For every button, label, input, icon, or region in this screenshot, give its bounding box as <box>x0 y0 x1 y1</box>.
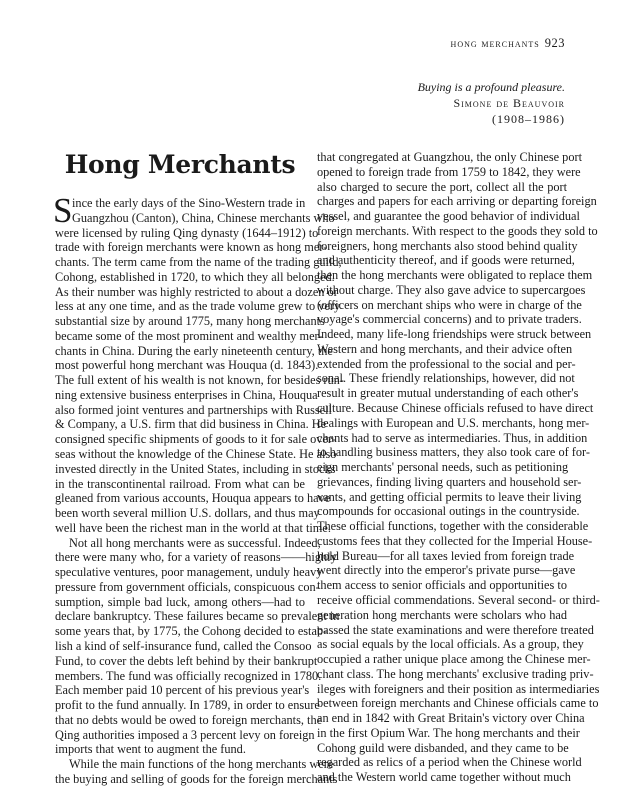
text-line: sumption, simple bad luck, among others—had to <box>55 594 305 609</box>
text-line: sonal. These friendly relationships, however, did not <box>317 371 575 386</box>
text-line: went directly into the emperor's private purse—gave <box>317 563 576 578</box>
text-line: vants, and getting official permits to leave their living <box>317 489 582 504</box>
text-line: occupied a rather unique place among the Chinese mer- <box>317 652 591 667</box>
text-line: These official functions, together with the considerable <box>317 519 589 534</box>
text-line: consigned specific shipments of goods to it for sale over- <box>55 432 336 447</box>
text-line: Fund, to cover the debts left behind by their bankrupt <box>55 653 318 668</box>
text-line: seas without the knowledge of the Chinese State. He also <box>55 447 337 462</box>
text-line: that no debts would be owed to foreign merchants, the <box>55 712 323 727</box>
text-line: also charged to secure the port, collect all the port <box>317 179 567 194</box>
text-line: eign merchants' personal needs, such as petitioning <box>317 460 569 475</box>
text-line: Cohong guild were disbanded, and they came to be <box>317 740 569 755</box>
text-line: foreign merchants. With respect to the goods they sold to <box>317 223 598 238</box>
text-line: between foreign merchants and Chinese officials came to <box>317 696 599 711</box>
text-line: and authenticity thereof, and if goods were returned, <box>317 253 575 268</box>
text-line: Guangzhou (Canton), China, Chinese merchants who <box>72 210 335 225</box>
text-line: an end in 1842 with Great Britain's victory over China <box>317 711 585 726</box>
text-line: also formed joint ventures and partnerships with Russell <box>55 402 332 417</box>
text-line: charges and papers for each arriving or departing foreign <box>317 194 597 209</box>
text-line: them access to senior officials and opportunities to <box>317 578 567 593</box>
text-line: trade with foreign merchants were known as hong mer- <box>55 240 328 255</box>
epigraph <box>418 79 565 127</box>
text-line: As their number was highly restricted to about a dozen or <box>55 284 338 299</box>
text-line: ning extensive business enterprises in China, Houqua <box>55 387 318 402</box>
text-line: Cohong, established in 1720, to which they all belonged. <box>55 269 335 284</box>
text-line: extended from the professional to the social and per- <box>317 356 576 371</box>
text-line: then the hong merchants were obligated to replace them <box>317 268 593 283</box>
text-line: generation hong merchants were scholars who had <box>317 607 567 622</box>
text-line: foreigners, hong merchants also stood behind quality <box>317 238 578 253</box>
text-line: chants in China. During the early nineteenth century, the <box>55 343 333 358</box>
text-line: been worth several million U.S. dollars, and thus may <box>55 506 320 521</box>
running-head-title: hong merchants <box>450 38 540 50</box>
text-line: became some of the most prominent and wealthy mer- <box>55 328 323 343</box>
text-line: result in greater mutual understanding of each other's <box>317 386 579 401</box>
article-title: Hong Merchants <box>64 150 296 179</box>
epigraph-dates: (1908–1986) <box>492 112 565 126</box>
text-line: the buying and selling of goods for the foreign merchants <box>55 771 338 786</box>
text-line: as social equals by the local officials. As a group, they <box>317 637 584 652</box>
text-line: opened to foreign trade from 1759 to 1842, they were <box>317 164 581 179</box>
text-line: passed the state examinations and were therefore treated <box>317 622 594 637</box>
text-line: that congregated at Guangzhou, the only Chinese port <box>317 150 582 164</box>
running-head <box>451 36 565 51</box>
text-line: compounds for occasional outings in the countryside. <box>317 504 580 519</box>
text-line: ileges with foreigners and their position as intermediaries <box>317 681 600 696</box>
text-line: receive official commendations. Several second- or third- <box>317 592 600 607</box>
epigraph-author: Simone de Beauvoir <box>453 96 565 110</box>
epigraph-quote: Buying is a profound pleasure. <box>417 80 565 94</box>
text-line: Each member paid 10 percent of his previous year's <box>55 683 310 698</box>
text-line: in the transcontinental railroad. From what can be <box>55 476 305 491</box>
text-line: ince the early days of the Sino-Western trade in <box>72 196 306 210</box>
text-line: and the Western world came together without much <box>317 770 571 785</box>
text-line: & Company, a U.S. firm that did business in China. He <box>55 417 327 432</box>
text-line: members. The fund was officially recognized in 1780. <box>55 668 322 683</box>
text-line: vessel, and guarantee the good behavior of individual <box>317 209 580 224</box>
text-line: declare bankruptcy. These failures became so prevalent in <box>55 609 340 624</box>
text-line: most powerful hong merchant was Houqua (d. 1843). <box>55 358 319 373</box>
text-line: chants had to serve as intermediaries. Thus, in addition <box>317 430 588 445</box>
text-line: customs fees that they collected for the Imperial House- <box>317 533 593 548</box>
text-line: to handling business matters, they also took care of for- <box>317 445 590 460</box>
text-line: (officers on merchant ships who were in charge of the <box>317 297 582 312</box>
text-line: chants. The term came from the name of the trading guild, <box>55 255 342 270</box>
text-line: profit to the fund annually. In 1789, in order to ensure <box>55 698 320 713</box>
text-line: Qing authorities imposed a 3 percent levy on foreign <box>55 727 315 742</box>
text-line: Not all hong merchants were as successful. Indeed, <box>69 535 321 550</box>
text-line: gleaned from various accounts, Houqua appears to have <box>55 491 331 506</box>
text-line: dealings with European and U.S. merchants, hong mer- <box>317 415 590 430</box>
text-line: regarded as relics of a period when the Chinese world <box>317 755 582 770</box>
text-line: invested directly in the United States, including in stocks <box>55 461 336 476</box>
text-line: some years that, by 1775, the Cohong decided to estab- <box>55 624 328 639</box>
text-line: While the main functions of the hong merchants were <box>69 757 334 772</box>
right-column <box>317 150 600 785</box>
text-line: were licensed by ruling Qing dynasty (1644–1912) to <box>55 225 319 240</box>
text-line: hold Bureau—for all taxes levied from foreign trade <box>317 548 575 563</box>
text-line: Western and hong merchants, and their advice often <box>317 341 573 356</box>
left-column <box>53 191 344 787</box>
text-line: there were many who, for a variety of reasons——highly <box>55 550 337 565</box>
text-line: without charge. They also gave advice to supercargoes <box>317 282 586 297</box>
text-line: grievances, finding living quarters and household ser- <box>317 474 582 489</box>
text-line: less at any one time, and as the trade volume grew to very <box>55 299 341 314</box>
text-line: voyage's commercial concerns) and to private traders. <box>317 312 582 327</box>
text-line: Indeed, many life-long friendships were struck between <box>317 327 592 342</box>
text-line: speculative ventures, poor management, unduly heavy <box>55 565 323 580</box>
page-number: 923 <box>544 36 565 50</box>
text-line: well have been the richest man in the world at that time. <box>55 520 331 535</box>
text-line: chant class. The hong merchants' exclusive trading priv- <box>317 666 594 681</box>
text-line: lish a kind of self-insurance fund, called the Consoo <box>55 638 312 653</box>
text-line: culture. Because Chinese officials refused to have direct <box>317 401 594 416</box>
text-line: The full extent of his wealth is not known, for besides run- <box>55 373 344 388</box>
text-line: substantial size by around 1775, many hong merchants <box>55 314 325 329</box>
drop-cap: S <box>53 191 73 230</box>
text-line: pressure from government officials, conspicuous con- <box>55 579 320 594</box>
text-line: in the first Opium War. The hong merchants and their <box>317 725 580 740</box>
text-line: imports that went to augment the fund. <box>55 742 246 757</box>
